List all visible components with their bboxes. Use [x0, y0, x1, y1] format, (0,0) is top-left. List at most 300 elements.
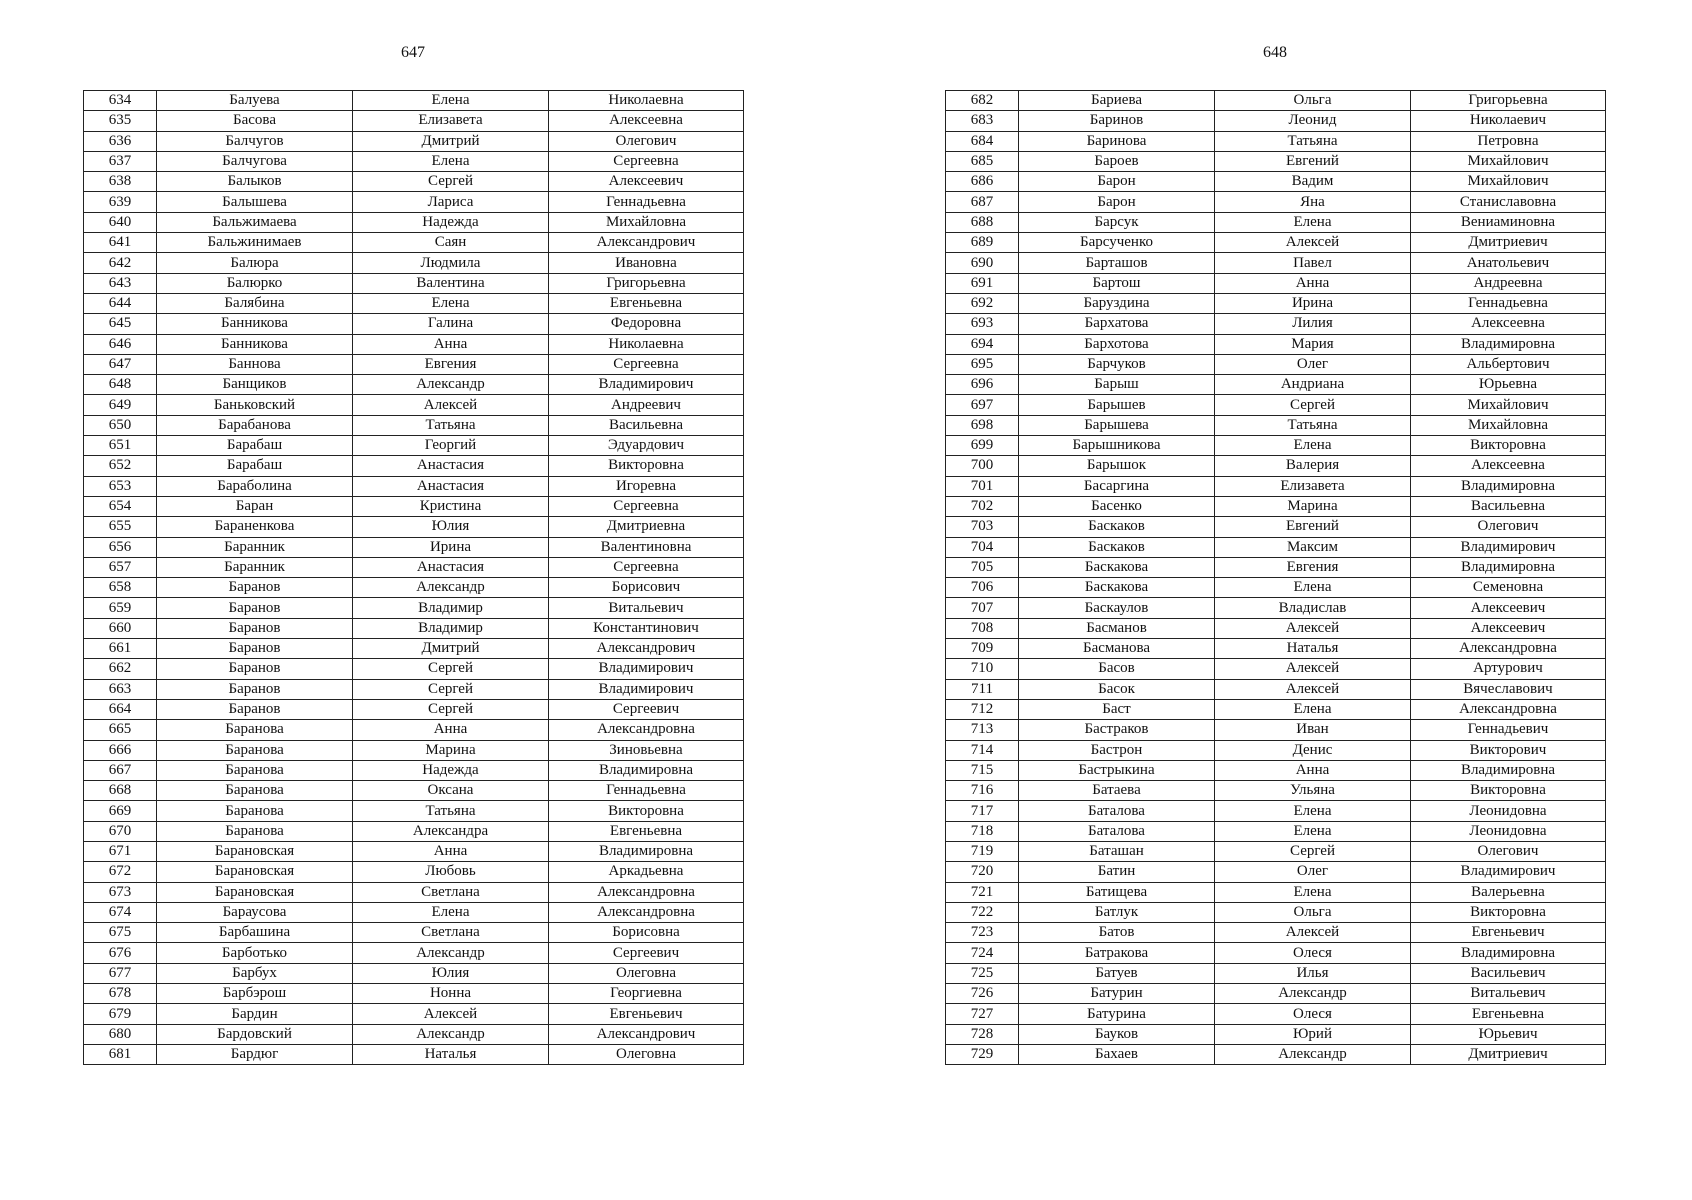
patronymic-cell: Витальевич	[549, 598, 744, 618]
patronymic-cell: Сергеевич	[549, 943, 744, 963]
first-name-cell: Ирина	[353, 537, 549, 557]
surname-cell: Баранова	[157, 720, 353, 740]
row-number-cell: 655	[84, 517, 157, 537]
first-name-cell: Олеся	[1215, 1004, 1411, 1024]
patronymic-cell: Владимировна	[1411, 334, 1606, 354]
table-row	[946, 395, 1606, 415]
table-row	[946, 496, 1606, 516]
table-row	[946, 172, 1606, 192]
row-number-cell: 693	[946, 314, 1019, 334]
row-number-cell: 662	[84, 659, 157, 679]
table-row	[946, 456, 1606, 476]
first-name-cell: Александр	[1215, 984, 1411, 1004]
row-number-cell: 696	[946, 375, 1019, 395]
first-name-cell: Алексей	[1215, 233, 1411, 253]
first-name-cell: Александр	[353, 375, 549, 395]
table-row	[84, 273, 744, 293]
row-number-cell: 639	[84, 192, 157, 212]
row-number-cell: 649	[84, 395, 157, 415]
surname-cell: Барон	[1019, 172, 1215, 192]
row-number-cell: 642	[84, 253, 157, 273]
surname-cell: Баранова	[157, 740, 353, 760]
patronymic-cell: Николаевич	[1411, 111, 1606, 131]
table-row	[84, 1004, 744, 1024]
surname-cell: Бардовский	[157, 1024, 353, 1044]
surname-cell: Батуев	[1019, 963, 1215, 983]
table-row	[84, 760, 744, 780]
patronymic-cell: Александровна	[549, 902, 744, 922]
surname-cell: Баскаков	[1019, 517, 1215, 537]
table-row	[946, 131, 1606, 151]
first-name-cell: Иван	[1215, 720, 1411, 740]
names-table	[83, 90, 744, 1065]
table-row	[84, 375, 744, 395]
row-number-cell: 641	[84, 233, 157, 253]
patronymic-cell: Федоровна	[549, 314, 744, 334]
first-name-cell: Наталья	[353, 1044, 549, 1064]
surname-cell: Банникова	[157, 334, 353, 354]
first-name-cell: Оксана	[353, 781, 549, 801]
first-name-cell: Илья	[1215, 963, 1411, 983]
patronymic-cell: Леонидовна	[1411, 821, 1606, 841]
patronymic-cell: Дмитриевна	[549, 517, 744, 537]
row-number-cell: 681	[84, 1044, 157, 1064]
row-number-cell: 648	[84, 375, 157, 395]
row-number-cell: 714	[946, 740, 1019, 760]
surname-cell: Баранов	[157, 639, 353, 659]
first-name-cell: Марина	[1215, 496, 1411, 516]
row-number-cell: 668	[84, 781, 157, 801]
patronymic-cell: Евгеньевна	[549, 821, 744, 841]
patronymic-cell: Альбертович	[1411, 354, 1606, 374]
surname-cell: Батов	[1019, 923, 1215, 943]
row-number-cell: 724	[946, 943, 1019, 963]
first-name-cell: Наталья	[1215, 639, 1411, 659]
table-row	[84, 841, 744, 861]
surname-cell: Баранник	[157, 537, 353, 557]
row-number-cell: 678	[84, 984, 157, 1004]
table-row	[946, 760, 1606, 780]
row-number-cell: 718	[946, 821, 1019, 841]
surname-cell: Барановская	[157, 841, 353, 861]
table-row	[84, 354, 744, 374]
row-number-cell: 691	[946, 273, 1019, 293]
patronymic-cell: Владимировна	[1411, 557, 1606, 577]
row-number-cell: 671	[84, 841, 157, 861]
surname-cell: Баранов	[157, 578, 353, 598]
surname-cell: Бараусова	[157, 902, 353, 922]
first-name-cell: Анна	[1215, 273, 1411, 293]
table-row	[84, 436, 744, 456]
row-number-cell: 690	[946, 253, 1019, 273]
table-row	[946, 984, 1606, 1004]
first-name-cell: Денис	[1215, 740, 1411, 760]
names-table	[945, 90, 1606, 1065]
first-name-cell: Юрий	[1215, 1024, 1411, 1044]
first-name-cell: Анастасия	[353, 476, 549, 496]
patronymic-cell: Владимировна	[1411, 760, 1606, 780]
row-number-cell: 663	[84, 679, 157, 699]
surname-cell: Батищева	[1019, 882, 1215, 902]
table-row	[84, 963, 744, 983]
first-name-cell: Олег	[1215, 354, 1411, 374]
row-number-cell: 664	[84, 699, 157, 719]
patronymic-cell: Сергеевна	[549, 557, 744, 577]
patronymic-cell: Владимирович	[549, 659, 744, 679]
table-row	[946, 882, 1606, 902]
table-row	[946, 1044, 1606, 1064]
surname-cell: Балюрко	[157, 273, 353, 293]
surname-cell: Батаева	[1019, 781, 1215, 801]
patronymic-cell: Александровна	[549, 882, 744, 902]
first-name-cell: Ольга	[1215, 91, 1411, 111]
first-name-cell: Максим	[1215, 537, 1411, 557]
row-number-cell: 640	[84, 212, 157, 232]
table-row	[946, 821, 1606, 841]
surname-cell: Балюра	[157, 253, 353, 273]
patronymic-cell: Юрьевна	[1411, 375, 1606, 395]
row-number-cell: 697	[946, 395, 1019, 415]
first-name-cell: Елизавета	[353, 111, 549, 131]
patronymic-cell: Александрович	[549, 1024, 744, 1044]
row-number-cell: 667	[84, 760, 157, 780]
table-row	[946, 537, 1606, 557]
first-name-cell: Сергей	[1215, 395, 1411, 415]
patronymic-cell: Вячеславович	[1411, 679, 1606, 699]
first-name-cell: Галина	[353, 314, 549, 334]
row-number-cell: 669	[84, 801, 157, 821]
first-name-cell: Александр	[1215, 1044, 1411, 1064]
row-number-cell: 702	[946, 496, 1019, 516]
row-number-cell: 670	[84, 821, 157, 841]
table-row	[84, 882, 744, 902]
table-row	[84, 740, 744, 760]
row-number-cell: 717	[946, 801, 1019, 821]
table-row	[84, 517, 744, 537]
patronymic-cell: Олегович	[549, 131, 744, 151]
patronymic-cell: Владимировна	[549, 760, 744, 780]
first-name-cell: Сергей	[353, 699, 549, 719]
surname-cell: Барановская	[157, 862, 353, 882]
first-name-cell: Яна	[1215, 192, 1411, 212]
surname-cell: Бараболина	[157, 476, 353, 496]
table-row	[84, 172, 744, 192]
patronymic-cell: Александровна	[549, 720, 744, 740]
patronymic-cell: Геннадьевна	[1411, 293, 1606, 313]
patronymic-cell: Александрович	[549, 639, 744, 659]
table-row	[84, 902, 744, 922]
first-name-cell: Сергей	[1215, 841, 1411, 861]
surname-cell: Басманова	[1019, 639, 1215, 659]
patronymic-cell: Александрович	[549, 233, 744, 253]
table-row	[84, 395, 744, 415]
surname-cell: Баскакова	[1019, 557, 1215, 577]
patronymic-cell: Дмитриевич	[1411, 233, 1606, 253]
surname-cell: Бариева	[1019, 91, 1215, 111]
surname-cell: Бардюг	[157, 1044, 353, 1064]
row-number-cell: 727	[946, 1004, 1019, 1024]
table-row	[946, 943, 1606, 963]
surname-cell: Балышева	[157, 192, 353, 212]
table-row	[84, 91, 744, 111]
first-name-cell: Александр	[353, 943, 549, 963]
patronymic-cell: Аркадьевна	[549, 862, 744, 882]
surname-cell: Балыков	[157, 172, 353, 192]
surname-cell: Бальжимаева	[157, 212, 353, 232]
first-name-cell: Евгений	[1215, 517, 1411, 537]
table-row	[946, 334, 1606, 354]
patronymic-cell: Геннадьевич	[1411, 720, 1606, 740]
patronymic-cell: Геннадьевна	[549, 192, 744, 212]
surname-cell: Барановская	[157, 882, 353, 902]
patronymic-cell: Васильевна	[1411, 496, 1606, 516]
surname-cell: Баранова	[157, 801, 353, 821]
patronymic-cell: Леонидовна	[1411, 801, 1606, 821]
row-number-cell: 665	[84, 720, 157, 740]
surname-cell: Баскаков	[1019, 537, 1215, 557]
row-number-cell: 706	[946, 578, 1019, 598]
patronymic-cell: Алексеевич	[1411, 618, 1606, 638]
surname-cell: Барышев	[1019, 395, 1215, 415]
surname-cell: Балчугов	[157, 131, 353, 151]
first-name-cell: Андриана	[1215, 375, 1411, 395]
row-number-cell: 710	[946, 659, 1019, 679]
patronymic-cell: Владимировна	[549, 841, 744, 861]
page-number: 648	[1263, 44, 1287, 61]
first-name-cell: Сергей	[353, 172, 549, 192]
table-row	[84, 476, 744, 496]
patronymic-cell: Геннадьевна	[549, 781, 744, 801]
table-row	[946, 253, 1606, 273]
table-row	[946, 781, 1606, 801]
patronymic-cell: Алексеевич	[1411, 598, 1606, 618]
table-row	[84, 801, 744, 821]
row-number-cell: 634	[84, 91, 157, 111]
surname-cell: Бастрон	[1019, 740, 1215, 760]
first-name-cell: Алексей	[1215, 679, 1411, 699]
table-row	[946, 923, 1606, 943]
surname-cell: Бароев	[1019, 151, 1215, 171]
table-row	[84, 679, 744, 699]
row-number-cell: 707	[946, 598, 1019, 618]
patronymic-cell: Михайлович	[1411, 172, 1606, 192]
row-number-cell: 666	[84, 740, 157, 760]
table-row	[946, 862, 1606, 882]
first-name-cell: Александра	[353, 821, 549, 841]
patronymic-cell: Владимировна	[1411, 943, 1606, 963]
first-name-cell: Ольга	[1215, 902, 1411, 922]
surname-cell: Балчугова	[157, 151, 353, 171]
row-number-cell: 644	[84, 293, 157, 313]
patronymic-cell: Алексеевна	[549, 111, 744, 131]
first-name-cell: Елена	[353, 293, 549, 313]
first-name-cell: Елена	[353, 151, 549, 171]
row-number-cell: 687	[946, 192, 1019, 212]
row-number-cell: 636	[84, 131, 157, 151]
table-row	[84, 578, 744, 598]
patronymic-cell: Борисовна	[549, 923, 744, 943]
table-row	[946, 517, 1606, 537]
table-row	[946, 233, 1606, 253]
patronymic-cell: Сергеевна	[549, 496, 744, 516]
first-name-cell: Анастасия	[353, 557, 549, 577]
surname-cell: Барчуков	[1019, 354, 1215, 374]
table-row	[84, 496, 744, 516]
patronymic-cell: Анатольевич	[1411, 253, 1606, 273]
surname-cell: Басов	[1019, 659, 1215, 679]
first-name-cell: Владислав	[1215, 598, 1411, 618]
table-row	[946, 639, 1606, 659]
surname-cell: Басенко	[1019, 496, 1215, 516]
table-row	[84, 821, 744, 841]
table-row	[84, 639, 744, 659]
surname-cell: Бастраков	[1019, 720, 1215, 740]
patronymic-cell: Викторовна	[1411, 436, 1606, 456]
patronymic-cell: Дмитриевич	[1411, 1044, 1606, 1064]
first-name-cell: Елена	[353, 91, 549, 111]
row-number-cell: 635	[84, 111, 157, 131]
patronymic-cell: Евгеньевич	[1411, 923, 1606, 943]
row-number-cell: 695	[946, 354, 1019, 374]
patronymic-cell: Семеновна	[1411, 578, 1606, 598]
patronymic-cell: Евгеньевна	[549, 293, 744, 313]
table-row	[946, 720, 1606, 740]
first-name-cell: Татьяна	[1215, 415, 1411, 435]
patronymic-cell: Александровна	[1411, 699, 1606, 719]
first-name-cell: Анна	[353, 334, 549, 354]
table-row	[946, 902, 1606, 922]
surname-cell: Бальжинимаев	[157, 233, 353, 253]
row-number-cell: 683	[946, 111, 1019, 131]
surname-cell: Баруздина	[1019, 293, 1215, 313]
surname-cell: Баранова	[157, 760, 353, 780]
table-row	[84, 699, 744, 719]
surname-cell: Баринов	[1019, 111, 1215, 131]
surname-cell: Баталова	[1019, 801, 1215, 821]
patronymic-cell: Артурович	[1411, 659, 1606, 679]
row-number-cell: 708	[946, 618, 1019, 638]
first-name-cell: Евгений	[1215, 151, 1411, 171]
patronymic-cell: Викторовна	[549, 456, 744, 476]
first-name-cell: Алексей	[353, 1004, 549, 1024]
row-number-cell: 703	[946, 517, 1019, 537]
table-row	[946, 293, 1606, 313]
row-number-cell: 698	[946, 415, 1019, 435]
table-row	[946, 740, 1606, 760]
table-row	[84, 659, 744, 679]
first-name-cell: Олеся	[1215, 943, 1411, 963]
surname-cell: Баскаулов	[1019, 598, 1215, 618]
first-name-cell: Лариса	[353, 192, 549, 212]
table-row	[84, 253, 744, 273]
row-number-cell: 658	[84, 578, 157, 598]
first-name-cell: Алексей	[1215, 923, 1411, 943]
row-number-cell: 721	[946, 882, 1019, 902]
first-name-cell: Светлана	[353, 882, 549, 902]
row-number-cell: 700	[946, 456, 1019, 476]
table-row	[946, 436, 1606, 456]
first-name-cell: Татьяна	[1215, 131, 1411, 151]
first-name-cell: Нонна	[353, 984, 549, 1004]
first-name-cell: Дмитрий	[353, 131, 549, 151]
surname-cell: Баринова	[1019, 131, 1215, 151]
surname-cell: Барон	[1019, 192, 1215, 212]
table-row	[946, 659, 1606, 679]
surname-cell: Балуева	[157, 91, 353, 111]
row-number-cell: 643	[84, 273, 157, 293]
patronymic-cell: Андреевна	[1411, 273, 1606, 293]
patronymic-cell: Васильевна	[549, 415, 744, 435]
first-name-cell: Татьяна	[353, 415, 549, 435]
table-row	[84, 781, 744, 801]
patronymic-cell: Валерьевна	[1411, 882, 1606, 902]
row-number-cell: 689	[946, 233, 1019, 253]
patronymic-cell: Ивановна	[549, 253, 744, 273]
surname-cell: Баташан	[1019, 841, 1215, 861]
patronymic-cell: Михайлович	[1411, 151, 1606, 171]
patronymic-cell: Алексеевич	[549, 172, 744, 192]
first-name-cell: Вадим	[1215, 172, 1411, 192]
patronymic-cell: Владимирович	[1411, 537, 1606, 557]
patronymic-cell: Витальевич	[1411, 984, 1606, 1004]
table-row	[946, 1004, 1606, 1024]
first-name-cell: Олег	[1215, 862, 1411, 882]
surname-cell: Балябина	[157, 293, 353, 313]
row-number-cell: 645	[84, 314, 157, 334]
row-number-cell: 677	[84, 963, 157, 983]
surname-cell: Баранова	[157, 821, 353, 841]
first-name-cell: Александр	[353, 1024, 549, 1044]
first-name-cell: Мария	[1215, 334, 1411, 354]
row-number-cell: 684	[946, 131, 1019, 151]
first-name-cell: Анастасия	[353, 456, 549, 476]
patronymic-cell: Михайловна	[549, 212, 744, 232]
patronymic-cell: Алексеевна	[1411, 314, 1606, 334]
surname-cell: Баст	[1019, 699, 1215, 719]
row-number-cell: 651	[84, 436, 157, 456]
first-name-cell: Елена	[1215, 801, 1411, 821]
table-row	[84, 334, 744, 354]
table-row	[946, 354, 1606, 374]
row-number-cell: 679	[84, 1004, 157, 1024]
table-row	[84, 537, 744, 557]
patronymic-cell: Викторовна	[549, 801, 744, 821]
row-number-cell: 682	[946, 91, 1019, 111]
table-row	[84, 131, 744, 151]
patronymic-cell: Сергеевна	[549, 151, 744, 171]
surname-cell: Баранова	[157, 781, 353, 801]
patronymic-cell: Андреевич	[549, 395, 744, 415]
patronymic-cell: Георгиевна	[549, 984, 744, 1004]
surname-cell: Барбух	[157, 963, 353, 983]
table-row	[946, 151, 1606, 171]
surname-cell: Барсученко	[1019, 233, 1215, 253]
row-number-cell: 659	[84, 598, 157, 618]
first-name-cell: Ульяна	[1215, 781, 1411, 801]
surname-cell: Бастрыкина	[1019, 760, 1215, 780]
table-row	[84, 984, 744, 1004]
patronymic-cell: Юрьевич	[1411, 1024, 1606, 1044]
patronymic-cell: Николаевна	[549, 91, 744, 111]
row-number-cell: 660	[84, 618, 157, 638]
first-name-cell: Анна	[353, 720, 549, 740]
surname-cell: Басманов	[1019, 618, 1215, 638]
row-number-cell: 646	[84, 334, 157, 354]
table-row	[946, 212, 1606, 232]
surname-cell: Баранов	[157, 699, 353, 719]
surname-cell: Банникова	[157, 314, 353, 334]
surname-cell: Барсук	[1019, 212, 1215, 232]
